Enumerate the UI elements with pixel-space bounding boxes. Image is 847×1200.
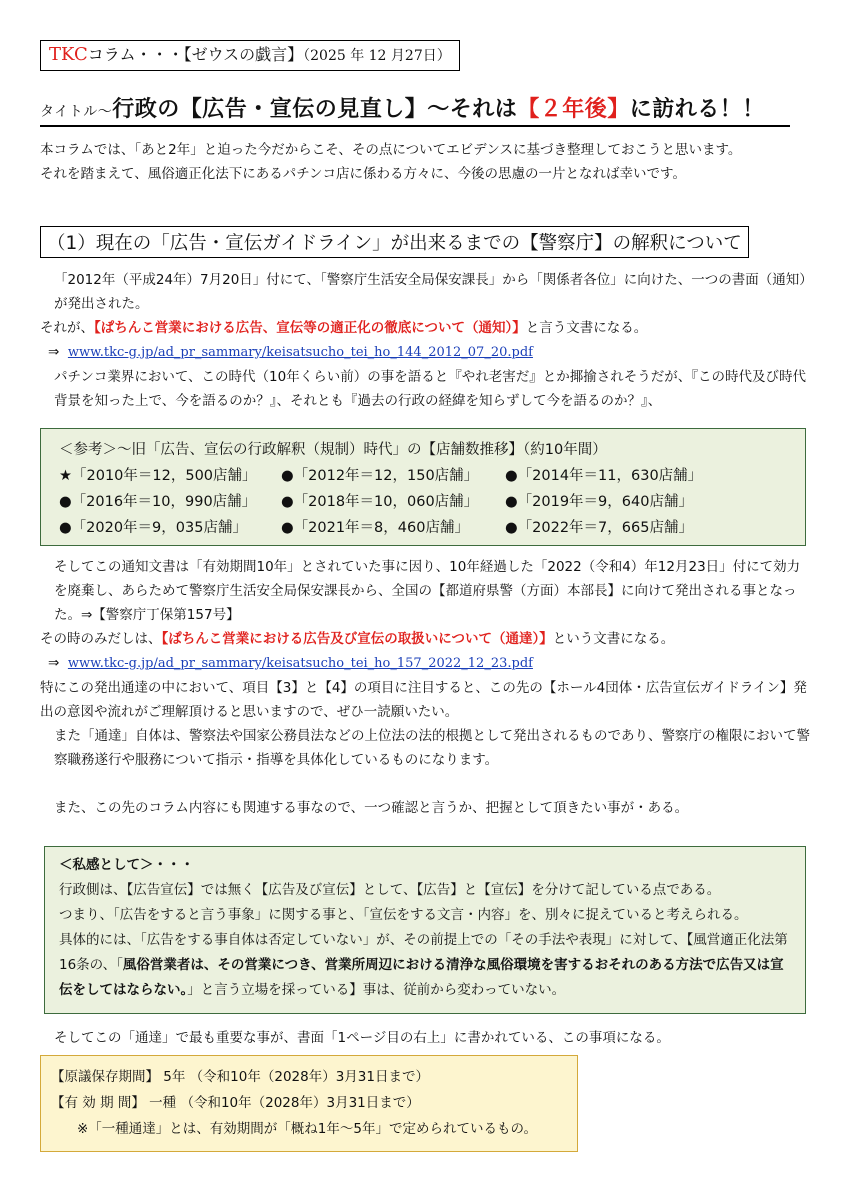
impression-line-2: つまり、「広告をすると言う事象」に関する事と、「宣伝をする文言・内容」を、別々に捉えていると考えられる。 bbox=[59, 907, 748, 923]
link-row-1 bbox=[40, 340, 812, 365]
section2-para-4: また「通達」自体は、警察法や国家公務員法などの上位法の法的根拠として発出されるものであり、警察庁の権限において警察職務遂行や服務について指示・指導を具体化しているものになります。 bbox=[54, 728, 810, 768]
notice-title-2022: 【ぱちんこ営業における広告及び宣伝の取扱いについて（通達）】 bbox=[161, 631, 553, 647]
column-header bbox=[40, 40, 460, 71]
page-title bbox=[40, 92, 790, 127]
section2-para-3: 特にこの発出通達の中において、項目【3】と【4】の項目に注目すると、この先の【ホール4団体・広告宣伝ガイドライン】発出の意図や流れがご理解頂けると思いますので、ぜひ一読願いたい。 bbox=[40, 680, 807, 720]
title-suffix: に訪れる！！ bbox=[629, 97, 765, 122]
section2-para-5: また、この先のコラム内容にも関連する事なので、一つ確認と言うか、把握として頂きたい事が・ある。 bbox=[54, 800, 689, 816]
column-label: コラム・・・【ゼウスの戯言】 bbox=[87, 45, 304, 64]
para2-post: という文書になる。 bbox=[552, 631, 675, 647]
arrow-icon: ⇒ bbox=[48, 344, 60, 360]
closing-para: そしてこの「通達」で最も重要な事が、書面「1ページ目の右上」に書かれている、この事項になる。 bbox=[54, 1030, 670, 1046]
column-date: （2025 年 12 月27日） bbox=[303, 48, 451, 64]
section1-body bbox=[40, 268, 812, 413]
section2-para-1: そしてこの通知文書は「有効期間10年」とされていた事に因り、10年経過した「2022（令和4）年12月23日」付にて効力を廃棄し、あらためて警察庁生活安全局保安課長から、全国の【都道府県警（方面）本部長】に向けて発出される事となった。⇒【警察庁丁保第157号】 bbox=[54, 559, 801, 623]
section1-para-1: 「2012年（平成24年）7月20日」付にて、「警察庁生活安全局保安課長」から「関係者各位」に向けた、一つの書面（通知）が発出された。 bbox=[54, 272, 807, 312]
impression-box bbox=[44, 846, 806, 1014]
impression-title: ＜私感として＞・・・ bbox=[59, 857, 194, 873]
para2-pre: その時のみだしは、 bbox=[40, 631, 162, 647]
law-quote: 風俗営業者は、その営業につき、営業所周辺における清浄な風俗環境を害するおそれのある方法で広告又は宣伝をしてはならない。 bbox=[59, 957, 784, 998]
brand-name: TKC bbox=[49, 44, 88, 65]
reference-title: ＜参考＞～旧「広告、宣伝の行政解釈（規制）時代」の【店舗数推移】（約10年間） bbox=[59, 442, 607, 458]
line3-post: 」と言う立場を採っている】事は、従前から変わっていない。 bbox=[187, 982, 566, 998]
store-count-item: ★「2010年＝12，500店舗」 bbox=[59, 468, 257, 484]
store-count-reference-box bbox=[40, 428, 806, 546]
intro-line-2: それを踏まえて、風俗適正化法下にあるパチンコ店に係わる方々に、今後の思慮の一片となれば幸いです。 bbox=[40, 166, 686, 182]
para2-pre: それが、 bbox=[40, 320, 94, 336]
link-row-2 bbox=[40, 651, 812, 676]
section1-para-2 bbox=[40, 316, 812, 340]
store-count-grid bbox=[59, 463, 787, 541]
store-count-item: ●「2020年＝9，035店舗」 bbox=[59, 520, 247, 536]
section-heading: （1）現在の「広告・宣伝ガイドライン」が出来るまでの【警察庁】の解釈について bbox=[40, 226, 749, 258]
section2-para-2 bbox=[40, 627, 812, 651]
validity-period: 【有 効 期 間】 一種 （令和10年（2028年）3月31日まで） bbox=[51, 1095, 420, 1111]
section1-para-3: パチンコ業界において、この時代（10年くらい前）の事を語ると『やれ老害だ』とか揶揄されそうだが、『この時代及び時代背景を知った上で、今を語るのか？』、それとも『過去の行政の経緯を知らずして今を語るのか？』、 bbox=[54, 369, 806, 409]
retention-period: 【原議保存期間】 5年 （令和10年（2028年）3月31日まで） bbox=[51, 1069, 429, 1085]
closing-body bbox=[40, 1026, 812, 1050]
store-count-item: ●「2012年＝12，150店舗」 bbox=[281, 468, 479, 484]
validity-period-box bbox=[40, 1055, 578, 1152]
title-main: 行政の【広告・宣伝の見直し】～それは bbox=[112, 97, 518, 122]
store-count-item: ●「2022年＝7，665店舗」 bbox=[505, 520, 693, 536]
title-highlight: 【２年後】 bbox=[517, 97, 630, 122]
store-count-item: ●「2019年＝9，640店舗」 bbox=[505, 494, 693, 510]
intro-line-1: 本コラムでは、「あと2年」と迫った今だからこそ、その点についてエビデンスに基づき整理しておこうと思います。 bbox=[40, 142, 742, 158]
store-count-item: ●「2014年＝11，630店舗」 bbox=[505, 468, 703, 484]
line3-pre: 具体的には、「広告をする事自体は否定していない」が、その前提上での「その手法や表現」に対して、【風営適正化法第16条の、「 bbox=[59, 932, 788, 973]
pdf-link-2012[interactable]: www.tkc-g.jp/ad_pr_sammary/keisatsucho_tei_ho_144_2012_07_20.pdf bbox=[67, 345, 533, 360]
store-count-item: ●「2021年＝8，460店舗」 bbox=[281, 520, 469, 536]
store-count-item: ●「2018年＝10，060店舗」 bbox=[281, 494, 479, 510]
pdf-link-2022[interactable]: www.tkc-g.jp/ad_pr_sammary/keisatsucho_tei_ho_157_2022_12_23.pdf bbox=[67, 656, 533, 671]
store-count-item: ●「2016年＝10，990店舗」 bbox=[59, 494, 257, 510]
section2-body bbox=[40, 555, 812, 820]
notice-title-2012: 【ぱちんこ営業における広告、宣伝等の適正化の徹底について（通知）】 bbox=[94, 320, 526, 336]
intro-paragraph bbox=[40, 138, 810, 186]
impression-line-1: 行政側は、【広告宣伝】では無く【広告及び宣伝】として、【広告】と【宣伝】を分けて記している点である。 bbox=[59, 882, 721, 898]
impression-line-3 bbox=[59, 928, 791, 1003]
para2-post: と言う文書になる。 bbox=[525, 320, 648, 336]
arrow-icon: ⇒ bbox=[48, 655, 60, 671]
type-one-notice-note: ※「一種通達」とは、有効期間が「概ね1年～5年」で定められているもの。 bbox=[77, 1121, 537, 1137]
title-prefix: タイトル～ bbox=[40, 104, 113, 120]
